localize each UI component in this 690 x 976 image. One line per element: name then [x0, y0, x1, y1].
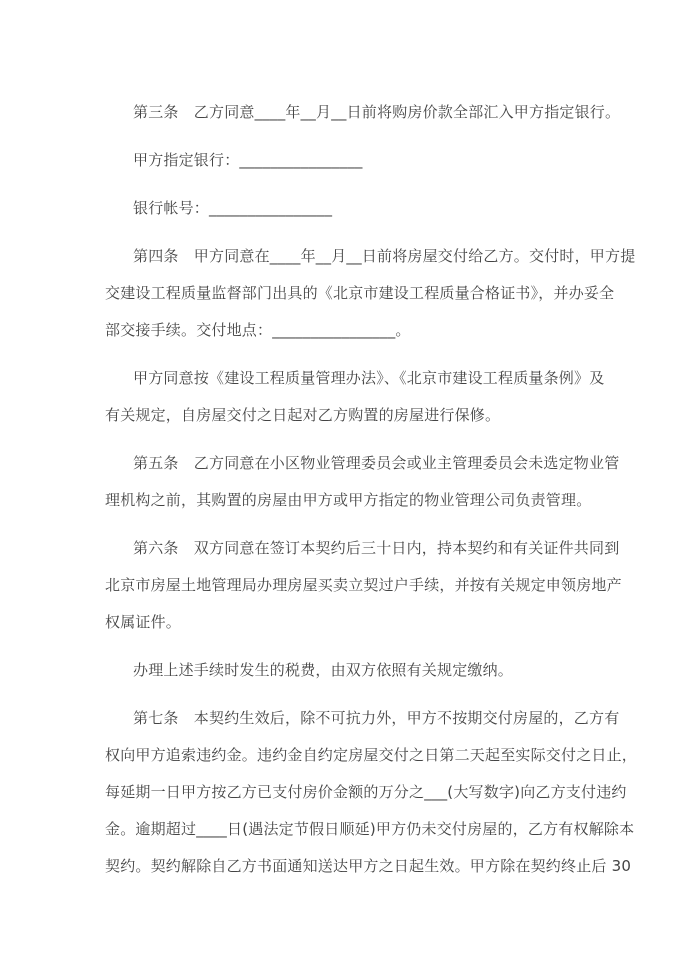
text-line: 权属证件。 [105, 613, 182, 631]
text-line: 第六条 双方同意在签订本契约后三十日内，持本契约和有关证件共同到 [133, 539, 620, 557]
text-line: 有关规定，自房屋交付之日起对乙方购置的房屋进行保修。 [105, 406, 501, 424]
paragraph-bank-account [105, 190, 605, 227]
text-line: 权向甲方追索违约金。违约金自约定房屋交付之日第二天起至实际交付之日止， [105, 746, 638, 764]
contract-body [105, 94, 638, 885]
text-line: 北京市房屋土地管理局办理房屋买卖立契过户手续，并按有关规定申领房地产 [105, 576, 622, 594]
text-line: 甲方指定银行：________________ [133, 151, 363, 169]
paragraph-clause-3 [105, 94, 621, 131]
text-line: 第五条 乙方同意在小区物业管理委员会或业主管理委员会未选定物业管 [133, 454, 620, 472]
text-line: 理机构之前，其购置的房屋由甲方或甲方指定的物业管理公司负责管理。 [105, 491, 592, 509]
paragraph-designated-bank [105, 142, 605, 179]
text-line: 办理上述手续时发生的税费，由双方依照有关规定缴纳。 [133, 661, 514, 679]
text-line: 第七条 本契约生效后，除不可抗力外，甲方不按期交付房屋的，乙方有 [133, 709, 620, 727]
text-line: 每延期一日甲方按乙方已支付房价金额的万分之___(大写数字)向乙方支付违约 [105, 783, 627, 801]
paragraph-clause-4 [105, 238, 636, 349]
paragraph-clause-5 [105, 445, 620, 519]
text-line: 金。逾期超过____日(遇法定节假日顺延)甲方仍未交付房屋的，乙方有权解除本 [105, 820, 635, 838]
text-line: 第四条 甲方同意在____年__月__日前将房屋交付给乙方。交付时，甲方提 [133, 247, 636, 265]
text-line: 交建设工程质量监督部门出具的《北京市建设工程质量合格证书》，并办妥全 [105, 284, 615, 302]
text-line: 甲方同意按《建设工程质量管理办法》、《北京市建设工程质量条例》及 [133, 369, 605, 387]
paragraph-clause-7 [105, 700, 638, 885]
text-line: 第三条 乙方同意____年__月__日前将购房价款全部汇入甲方指定银行。 [133, 103, 621, 121]
text-line: 契约。契约解除自乙方书面通知送达甲方之日起生效。甲方除在契约终止后 30 [105, 857, 632, 875]
paragraph-clause-4-warranty [105, 360, 605, 434]
text-line: 部交接手续。交付地点：________________。 [105, 321, 411, 339]
paragraph-clause-6-tax [105, 652, 605, 689]
paragraph-clause-6 [105, 530, 622, 641]
text-line: 银行帐号：________________ [133, 199, 333, 217]
